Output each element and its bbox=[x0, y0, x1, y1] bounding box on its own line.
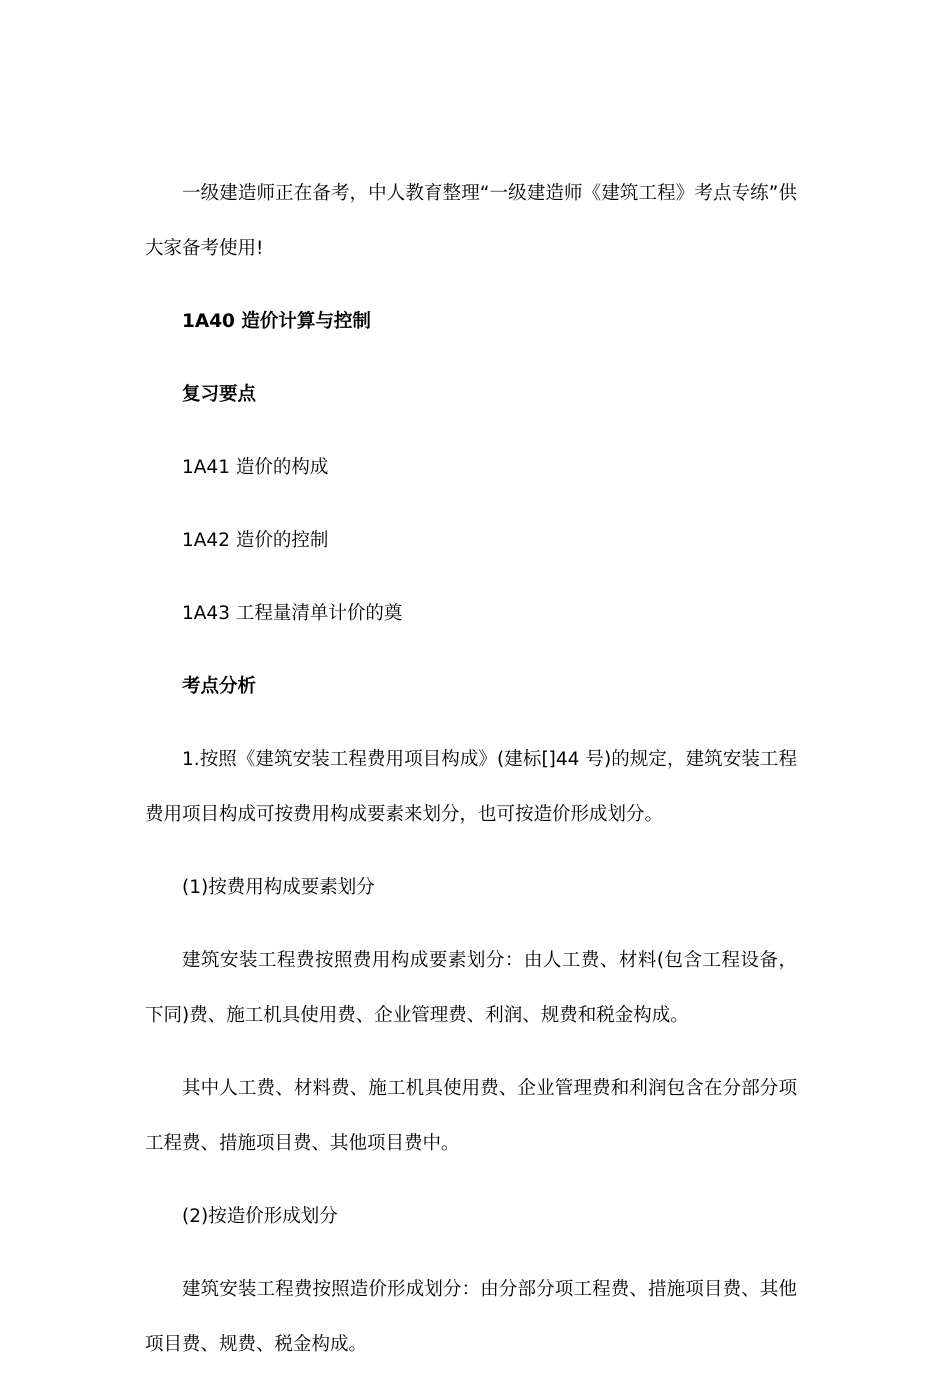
outline-item-1a43: 1A43 工程量清单计价的奠 bbox=[182, 603, 403, 624]
body-paragraph: 1.按照《建筑安装工程费用项目构成》(建标[]44 号)的规定，建筑安装工程费用项目构成可按费用构成要素来划分，也可按造价形成划分。 bbox=[145, 749, 797, 825]
outline-item-1a41: 1A41 造价的构成 bbox=[182, 457, 329, 478]
body-paragraph: 其中人工费、材料费、施工机具使用费、企业管理费和利润包含在分部分项工程费、措施项目费、其他项目费中。 bbox=[145, 1078, 797, 1154]
subheading-cost-elements: (1)按费用构成要素划分 bbox=[182, 877, 375, 898]
body-paragraph: 建筑安装工程费按照费用构成要素划分：由人工费、材料(包含工程设备，下同)费、施工机具使用费、企业管理费、利润、规费和税金构成。 bbox=[145, 950, 797, 1026]
document-body bbox=[145, 166, 797, 1390]
body-paragraph: 建筑安装工程费按照造价形成划分：由分部分项工程费、措施项目费、其他项目费、规费、税金构成。 bbox=[145, 1279, 797, 1355]
chapter-heading: 1A40 造价计算与控制 bbox=[182, 311, 371, 332]
review-points-heading: 复习要点 bbox=[182, 384, 257, 405]
intro-paragraph: 一级建造师正在备考，中人教育整理“一级建造师《建筑工程》考点专练”供大家备考使用! bbox=[145, 183, 797, 259]
outline-item-1a42: 1A42 造价的控制 bbox=[182, 530, 329, 551]
analysis-heading: 考点分析 bbox=[182, 676, 257, 697]
subheading-cost-formation: (2)按造价形成划分 bbox=[182, 1206, 338, 1227]
